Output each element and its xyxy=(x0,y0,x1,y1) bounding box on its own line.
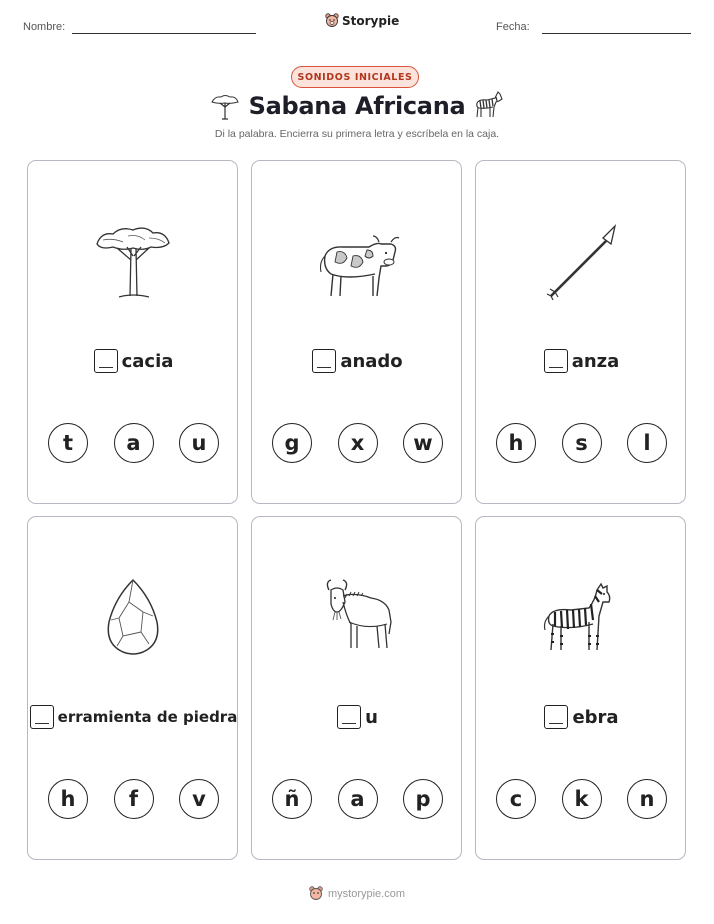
stone-tool-icon xyxy=(83,572,183,662)
word-ending: erramienta de piedra xyxy=(57,708,238,726)
letter-option[interactable]: u xyxy=(179,423,219,463)
letter-option[interactable]: a xyxy=(338,779,378,819)
answer-box[interactable] xyxy=(544,705,568,729)
word-ending: ebra xyxy=(572,706,619,728)
letter-option[interactable]: ñ xyxy=(272,779,312,819)
letter-option[interactable]: h xyxy=(48,779,88,819)
word-card xyxy=(27,516,238,860)
word-prompt xyxy=(28,705,239,729)
letter-options xyxy=(48,423,219,463)
letter-options xyxy=(496,779,667,819)
word-card xyxy=(475,516,686,860)
zebra-icon xyxy=(531,572,631,662)
word-prompt xyxy=(252,349,463,373)
brand-name: Storypie xyxy=(342,13,400,28)
letter-options xyxy=(496,423,667,463)
letter-option[interactable]: s xyxy=(562,423,602,463)
answer-box[interactable] xyxy=(337,705,361,729)
word-card xyxy=(251,516,462,860)
brand-logo xyxy=(325,13,399,28)
answer-box[interactable] xyxy=(30,705,54,729)
acacia-tree-icon xyxy=(83,216,183,306)
cow-icon xyxy=(307,216,407,306)
letter-option[interactable]: x xyxy=(338,423,378,463)
name-line[interactable] xyxy=(72,33,256,34)
letter-option[interactable]: h xyxy=(496,423,536,463)
letter-option[interactable]: g xyxy=(272,423,312,463)
worksheet-header xyxy=(0,0,714,50)
letter-options xyxy=(272,423,443,463)
date-line[interactable] xyxy=(542,33,691,34)
instructions: Di la palabra. Encierra su primera letra y escríbela en la caja. xyxy=(214,128,500,140)
letter-options xyxy=(272,779,443,819)
word-prompt xyxy=(28,349,239,373)
letter-option[interactable]: a xyxy=(114,423,154,463)
bear-mascot-icon xyxy=(309,886,323,901)
word-card xyxy=(475,160,686,504)
letter-option[interactable]: p xyxy=(403,779,443,819)
word-prompt xyxy=(476,349,687,373)
letter-option[interactable]: k xyxy=(562,779,602,819)
bear-mascot-icon xyxy=(325,13,339,28)
letter-option[interactable]: w xyxy=(403,423,443,463)
footer-url[interactable]: mystorypie.com xyxy=(327,887,406,900)
word-card xyxy=(251,160,462,504)
zebra-icon xyxy=(471,89,505,121)
date-label: Fecha: xyxy=(496,21,530,33)
page-title: Sabana Africana xyxy=(248,92,466,120)
wildebeest-icon xyxy=(307,572,407,662)
letter-option[interactable]: n xyxy=(627,779,667,819)
answer-box[interactable] xyxy=(94,349,118,373)
letter-option[interactable]: t xyxy=(48,423,88,463)
footer xyxy=(0,886,714,901)
word-card xyxy=(27,160,238,504)
name-label: Nombre: xyxy=(23,21,66,33)
word-prompt xyxy=(476,705,687,729)
word-ending: cacia xyxy=(121,350,174,372)
word-ending: anado xyxy=(340,350,403,372)
topic-badge: SONIDOS INICIALES xyxy=(291,66,419,88)
letter-option[interactable]: f xyxy=(114,779,154,819)
word-prompt xyxy=(252,705,463,729)
letter-options xyxy=(48,779,219,819)
answer-box[interactable] xyxy=(312,349,336,373)
spear-icon xyxy=(531,216,631,306)
letter-option[interactable]: c xyxy=(496,779,536,819)
word-ending: u xyxy=(365,706,378,728)
answer-box[interactable] xyxy=(544,349,568,373)
letter-option[interactable]: v xyxy=(179,779,219,819)
word-ending: anza xyxy=(571,350,620,372)
letter-option[interactable]: l xyxy=(627,423,667,463)
